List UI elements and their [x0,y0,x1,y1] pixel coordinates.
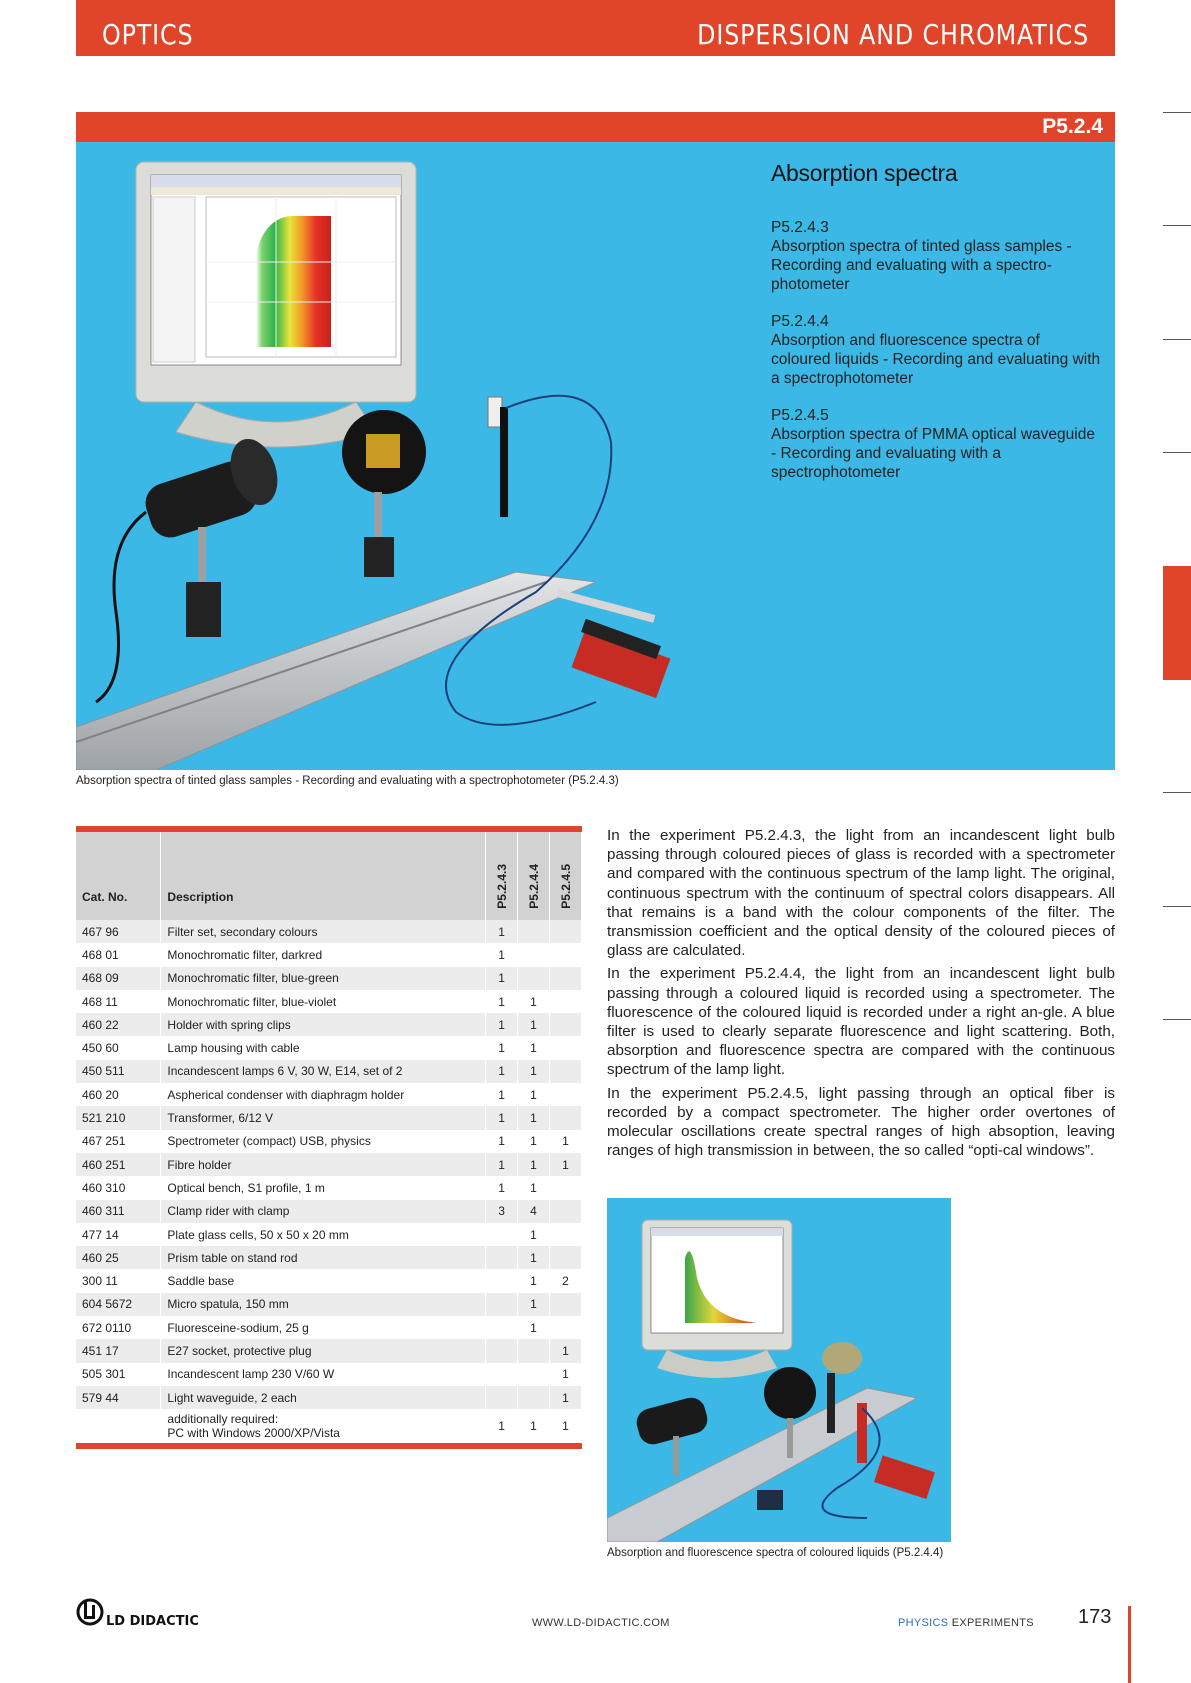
qty-cell: 1 [518,1013,550,1036]
table-row [76,1036,582,1059]
qty-cell [518,1339,550,1362]
qty-cell: 1 [518,1130,550,1153]
margin-tick [1163,792,1191,793]
logo-text: LD DIDACTIC [106,1614,199,1629]
chapter-title: OPTICS [102,18,194,51]
body-paragraph: In the experiment P5.2.4.3, the light from an incandescent light bulb passing through coloured pieces of glass is recorded with a spectrometer and compared with the continuous spectrum of the lamp light. The original, continuous spectrum with the continuum of spectral colors disappears. All that remains is a band with the colour components of the filter. The transmission coefficient and the optical density of the coloured pieces of glass are calculated. [607,827,1115,960]
table-row [76,1083,582,1106]
qty-cell [486,1223,518,1246]
qty-cell: 1 [518,1153,550,1176]
section-code: P5.2.4 [1042,115,1103,138]
description-cell: Optical bench, S1 profile, 1 m [161,1176,486,1199]
qty-cell [550,1060,582,1083]
chapter-header [76,0,1115,56]
experiment-item [771,312,1101,388]
qty-cell: 1 [550,1409,582,1443]
table-row-additional [76,1409,582,1443]
qty-cell [518,1386,550,1409]
qty-cell: 1 [550,1339,582,1362]
description-cell: Monochromatic filter, blue-violet [161,990,486,1013]
cat-no-cell: 468 01 [76,943,161,966]
table-row [76,1153,582,1176]
description-cell: Lamp housing with cable [161,1036,486,1059]
table-row [76,1130,582,1153]
table-row [76,920,582,943]
qty-cell: 1 [486,1130,518,1153]
footer-category [898,1617,1034,1629]
qty-cell: 4 [518,1200,550,1223]
header-cat-no: Cat. No. [76,832,161,920]
cat-no-cell: 460 310 [76,1176,161,1199]
cat-no-cell: 460 20 [76,1083,161,1106]
cat-no-cell: 521 210 [76,1106,161,1129]
table-row [76,1339,582,1362]
experiment-description: Absorption and fluorescence spectra of coloured liquids - Recording and evaluating with a spectrophotometer [771,332,1101,387]
qty-cell [550,1293,582,1316]
table-row [76,1269,582,1292]
description-cell: Fibre holder [161,1153,486,1176]
footer-category-experiments: EXPERIMENTS [951,1617,1034,1629]
margin-chapter-marker [1163,566,1191,680]
cat-no-cell: 460 22 [76,1013,161,1036]
footer-url[interactable]: WWW.LD-DIDACTIC.COM [532,1617,670,1629]
qty-cell: 1 [486,1060,518,1083]
cat-no-cell: 467 251 [76,1130,161,1153]
ld-didactic-logo [76,1590,226,1630]
table-row [76,943,582,966]
qty-cell [486,1316,518,1339]
experiment-list [771,218,1101,500]
qty-cell: 1 [518,1223,550,1246]
cat-no-cell: 468 11 [76,990,161,1013]
header-experiment-col [518,832,550,920]
body-text [607,826,1115,1164]
qty-cell: 2 [550,1269,582,1292]
equipment-table [76,826,582,1449]
qty-cell [550,990,582,1013]
experiment-code: P5.2.4.3 [771,219,829,236]
qty-cell [550,1200,582,1223]
experiment-description: Absorption spectra of PMMA optical waveguide - Recording and evaluating with a spectrophotometer [771,426,1095,481]
header-description: Description [161,832,486,920]
qty-cell: 1 [486,1176,518,1199]
photo-caption: Absorption spectra of tinted glass samples - Recording and evaluating with a spectrophotometer (P5.2.4.3) [76,775,619,787]
qty-cell: 1 [486,943,518,966]
description-cell: Spectrometer (compact) USB, physics [161,1130,486,1153]
table-row [76,1200,582,1223]
table-row [76,1060,582,1083]
qty-cell [486,1386,518,1409]
experiment-item [771,218,1101,294]
qty-cell [550,967,582,990]
qty-cell: 1 [486,1106,518,1129]
body-paragraph: In the experiment P5.2.4.5, light passing through an optical fiber is recorded by a compact spectrometer. The higher order overtones of molecular oscillations create spectral ranges of high absoption, leaving ranges of high transmission in between, the so called “opti-cal windows”. [607,1084,1115,1160]
qty-cell: 1 [486,1083,518,1106]
section-bar [76,112,1115,142]
qty-cell [550,920,582,943]
qty-cell: 1 [518,1316,550,1339]
experiment-item [771,406,1101,482]
table-row [76,1223,582,1246]
cat-no-cell [76,1409,161,1443]
table-rule [76,1443,582,1449]
experiment-description: Absorption spectra of tinted glass samples - Recording and evaluating with a spectro-photometer [771,238,1072,293]
footer-category-physics: PHYSICS [898,1617,949,1629]
cat-no-cell: 468 09 [76,967,161,990]
table-row [76,1013,582,1036]
cat-no-cell: 505 301 [76,1363,161,1386]
cat-no-cell: 300 11 [76,1269,161,1292]
qty-cell: 1 [486,1153,518,1176]
experiment-code: P5.2.4.5 [771,407,829,424]
qty-cell: 1 [550,1363,582,1386]
qty-cell: 1 [486,1036,518,1059]
cat-no-cell: 579 44 [76,1386,161,1409]
description-cell: Clamp rider with clamp [161,1200,486,1223]
cat-no-cell: 460 311 [76,1200,161,1223]
cat-no-cell: 604 5672 [76,1293,161,1316]
qty-cell [518,920,550,943]
qty-cell [486,1269,518,1292]
cat-no-cell: 450 511 [76,1060,161,1083]
qty-cell [486,1246,518,1269]
cat-no-cell: 477 14 [76,1223,161,1246]
description-cell: Monochromatic filter, blue-green [161,967,486,990]
qty-cell [486,1339,518,1362]
qty-cell [550,1316,582,1339]
page-number: 173 [1078,1606,1112,1628]
qty-cell: 1 [518,990,550,1013]
qty-cell [486,1363,518,1386]
fluorescence-setup-illustration [607,1198,951,1542]
table-row [76,1363,582,1386]
qty-cell [518,967,550,990]
qty-cell [550,1013,582,1036]
qty-cell: 1 [486,990,518,1013]
description-cell: Plate glass cells, 50 x 50 x 20 mm [161,1223,486,1246]
qty-cell: 1 [518,1106,550,1129]
qty-cell [550,1176,582,1199]
table-row [76,1106,582,1129]
description-cell: Incandescent lamps 6 V, 30 W, E14, set of 2 [161,1060,486,1083]
qty-cell [550,1036,582,1059]
cat-no-cell: 460 25 [76,1246,161,1269]
description-cell: E27 socket, protective plug [161,1339,486,1362]
cat-no-cell: 467 96 [76,920,161,943]
qty-cell: 1 [486,920,518,943]
qty-cell [486,1293,518,1316]
body-paragraph: In the experiment P5.2.4.4, the light from an incandescent light bulb passing through a coloured liquid is recorded using a spectrometer. The fluorescence of the coloured liquid is recorded under a right an-gle. A blue filter is used to clearly separate fluorescence and light scattering. Both, absorption and fluorescence spectra are compared with the continuous spectrum of the lamp light. [607,965,1115,1079]
qty-cell: 1 [518,1409,550,1443]
description-cell [161,1409,486,1443]
description-cell: Prism table on stand rod [161,1246,486,1269]
col-label: P5.2.4.4 [526,864,541,909]
qty-cell [518,943,550,966]
qty-cell [550,1106,582,1129]
qty-cell: 1 [486,1409,518,1443]
section-title: Absorption spectra [771,160,958,186]
table-row [76,1316,582,1339]
equipment-list [76,832,582,1443]
qty-cell [550,943,582,966]
qty-cell: 1 [518,1293,550,1316]
margin-tick [1163,1019,1191,1020]
table-row [76,1386,582,1409]
description-cell: Incandescent lamp 230 V/60 W [161,1363,486,1386]
table-row [76,990,582,1013]
table-row [76,1176,582,1199]
cat-no-cell: 450 60 [76,1036,161,1059]
experiment-setup-photo [76,142,766,770]
cat-no-cell: 451 17 [76,1339,161,1362]
additional-label: additionally required: [167,1412,279,1427]
cat-no-cell: 460 251 [76,1153,161,1176]
fluorescence-setup-photo [607,1198,951,1542]
page-rule [1128,1606,1131,1683]
qty-cell [550,1083,582,1106]
qty-cell: 1 [486,967,518,990]
experiment-code: P5.2.4.4 [771,313,829,330]
table-row [76,967,582,990]
description-cell: Transformer, 6/12 V [161,1106,486,1129]
description-cell: Monochromatic filter, darkred [161,943,486,966]
description-cell: Filter set, secondary colours [161,920,486,943]
margin-tick [1163,906,1191,907]
margin-tick [1163,112,1191,113]
margin-tick [1163,225,1191,226]
qty-cell: 1 [518,1060,550,1083]
additional-item: PC with Windows 2000/XP/Vista [167,1426,340,1441]
qty-cell: 1 [550,1386,582,1409]
qty-cell: 1 [518,1036,550,1059]
qty-cell: 3 [486,1200,518,1223]
description-cell: Light waveguide, 2 each [161,1386,486,1409]
description-cell: Micro spatula, 150 mm [161,1293,486,1316]
margin-tick [1163,452,1191,453]
qty-cell [550,1223,582,1246]
cat-no-cell: 672 0110 [76,1316,161,1339]
qty-cell: 1 [518,1083,550,1106]
qty-cell: 1 [518,1176,550,1199]
description-cell: Saddle base [161,1269,486,1292]
qty-cell: 1 [518,1246,550,1269]
qty-cell: 1 [486,1013,518,1036]
photo-caption: Absorption and fluorescence spectra of coloured liquids (P5.2.4.4) [607,1547,944,1559]
header-experiment-col [550,832,582,920]
qty-cell: 1 [550,1130,582,1153]
qty-cell [518,1363,550,1386]
qty-cell: 1 [518,1269,550,1292]
description-cell: Aspherical condenser with diaphragm holder [161,1083,486,1106]
description-cell: Holder with spring clips [161,1013,486,1036]
hero-panel [76,142,1115,770]
col-label: P5.2.4.3 [494,864,509,909]
chapter-subtitle: DISPERSION AND CHROMATICS [697,18,1089,51]
description-cell: Fluoresceine-sodium, 25 g [161,1316,486,1339]
table-row [76,1293,582,1316]
qty-cell [550,1246,582,1269]
header-experiment-col [486,832,518,920]
qty-cell: 1 [550,1153,582,1176]
margin-tick [1163,339,1191,340]
col-label: P5.2.4.5 [558,864,573,909]
table-row [76,1246,582,1269]
